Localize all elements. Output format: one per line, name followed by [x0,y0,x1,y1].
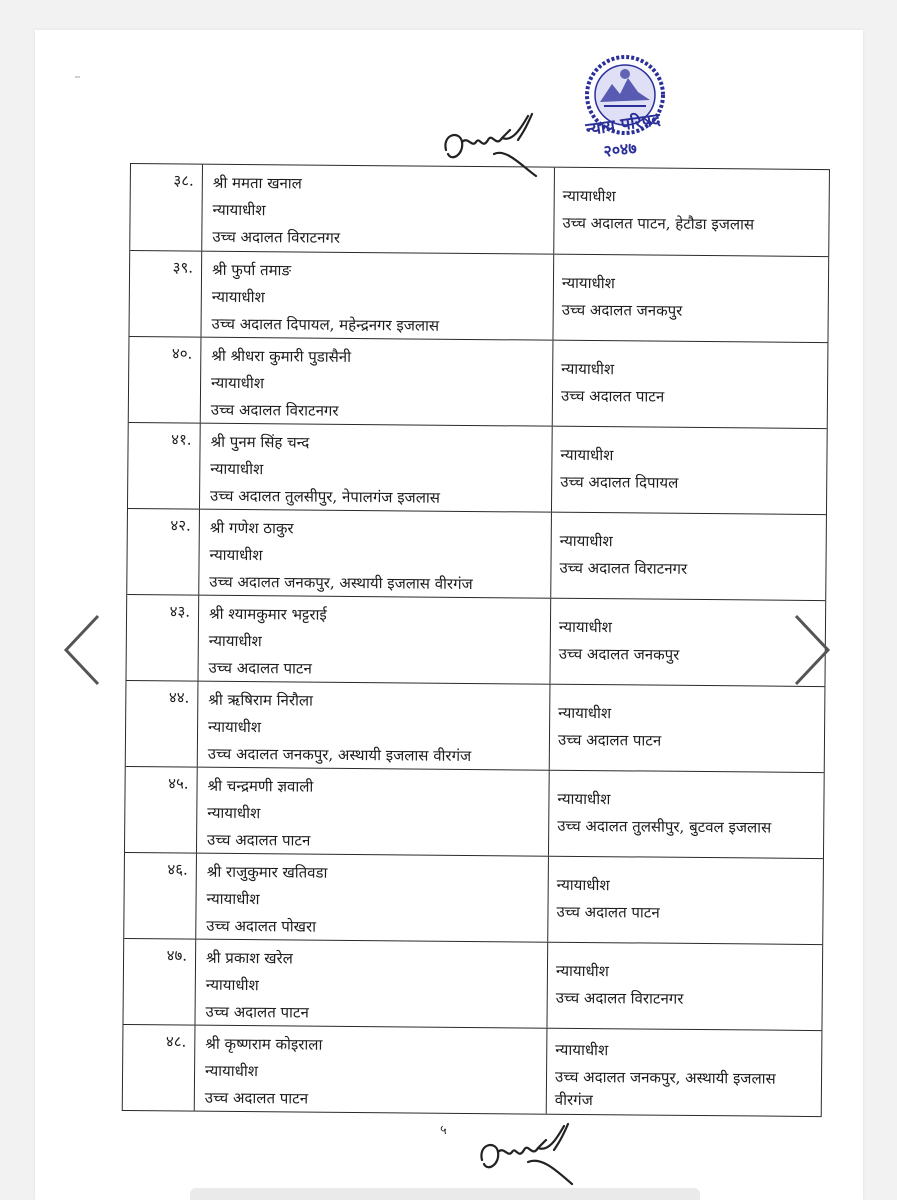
new-title: न्यायाधीश [561,273,615,293]
judge-name: श्री कृष्णराम कोइराला [205,1034,323,1054]
table-row [129,336,828,428]
judge-title: न्यायाधीश [208,631,262,651]
new-posting-cell [548,857,823,944]
new-court: उच्च अदालत पाटन, हेटौडा इजलास [562,213,755,234]
current-posting-cell [195,1026,548,1114]
judge-title: न्यायाधीश [208,717,262,737]
row-number: ४७. [123,939,196,1025]
new-posting-cell [552,427,827,514]
row-number: ३९. [129,251,202,337]
current-court: उच्च अदालत पाटन [208,658,312,678]
new-title: न्यायाधीश [555,961,609,981]
new-title: न्यायाधीश [561,359,615,379]
new-court: उच्च अदालत जनकपुर [558,644,680,664]
new-title: न्यायाधीश [559,531,613,551]
table-row [130,164,829,256]
row-number: ४३. [126,595,199,681]
current-court: उच्च अदालत पाटन [204,1088,309,1108]
new-posting-cell [547,1029,822,1116]
judge-title: न्यायाधीश [205,975,259,995]
seal-year: २०४७ [602,138,638,161]
new-court: उच्च अदालत विराटनगर [555,988,684,1008]
new-posting-cell [549,771,824,858]
judge-name: श्री राजुकुमार खतिवडा [206,862,328,882]
judge-name: श्री श्रीधरा कुमारी पुडासैनी [211,346,352,366]
new-title: न्यायाधीश [556,875,610,895]
judge-title: न्यायाधीश [209,545,263,565]
current-posting-cell [195,940,548,1028]
new-posting-cell [550,685,825,772]
viewer-bottom-bar [190,1188,700,1200]
row-number: ४६. [124,853,197,939]
table-row [127,508,826,600]
judge-name: श्री ऋषिराम निरौला [208,690,314,710]
current-posting-cell [198,682,551,770]
table-row [124,852,823,944]
judge-name: श्री पुनम सिंह चन्द [210,432,310,452]
row-number: ४०. [129,337,202,423]
new-court: उच्च अदालत जनकपुर [561,300,683,320]
current-court: उच्च अदालत दिपायल, महेन्द्रनगर इजलास [211,314,440,335]
table-row [123,1024,822,1116]
judge-title: न्यायाधीश [210,459,264,479]
judge-title: न्यायाधीश [212,200,266,220]
new-posting-cell [553,255,828,342]
judge-name: श्री ममता खनाल [212,173,302,193]
new-court: उच्च अदालत पाटन [557,730,662,750]
new-posting-cell [547,943,822,1030]
new-court: उच्च अदालत जनकपुर, अस्थायी इजलास [554,1067,776,1088]
seal-label: न्याय परिषद [584,109,662,141]
row-number: ४१. [128,423,201,509]
table-row [129,250,828,342]
current-posting-cell [200,424,553,512]
row-number: ४५. [125,767,198,853]
new-title: न्यायाधीश [558,617,612,637]
row-number: ४२. [127,509,200,595]
new-posting-cell [550,599,825,686]
new-title: न्यायाधीश [562,186,616,206]
judge-title: न्यायाधीश [207,803,261,823]
new-posting-cell [554,168,829,256]
table-row [123,938,822,1030]
current-court: उच्च अदालत जनकपुर, अस्थायी इजलास वीरगंज [207,744,472,765]
row-number: ४४. [126,681,199,767]
current-posting-cell [196,854,549,942]
new-posting-cell [551,513,826,600]
table-row [128,422,827,514]
new-court: उच्च अदालत दिपायल [560,472,679,492]
current-court: उच्च अदालत पाटन [205,1002,309,1022]
new-court: उच्च अदालत पाटन [556,902,660,922]
current-posting-cell [201,252,554,340]
transfer-table [122,163,830,1117]
new-title: न्यायाधीश [555,1040,609,1060]
judge-title: न्यायाधीश [211,373,265,393]
page-number: ५ [440,1123,447,1138]
current-posting-cell [202,165,555,254]
current-posting-cell [199,510,552,598]
chevron-right-icon[interactable] [792,612,832,688]
current-posting-cell [201,338,554,426]
judge-title: न्यायाधीश [211,287,265,307]
current-court: उच्च अदालत पाटन [207,830,311,850]
signature-bottom [468,1110,588,1190]
new-court: उच्च अदालत पाटन [560,386,665,406]
table-row [125,766,824,858]
current-posting-cell [197,768,550,856]
judge-name: श्री गणेश ठाकुर [209,518,294,538]
judge-title: न्यायाधीश [205,1061,259,1081]
judge-name: श्री प्रकाश खरेल [205,948,293,968]
row-number: ४८. [123,1025,196,1111]
current-posting-cell [198,596,551,684]
judge-title: न्यायाधीश [206,889,260,909]
current-court: उच्च अदालत जनकपुर, अस्थायी इजलास वीरगंज [209,572,473,594]
current-court: उच्च अदालत पोखरा [206,916,317,936]
new-court: उच्च अदालत विराटनगर [559,558,688,578]
judge-name: श्री श्यामकुमार भट्टराई [208,604,327,624]
chevron-left-icon[interactable] [62,612,102,688]
new-title: न्यायाधीश [557,789,611,809]
table-row [126,594,825,686]
judge-name: श्री चन्द्रमणी ज्ञवाली [207,776,314,796]
current-court: उच्च अदालत तुलसीपुर, नेपालगंज इजलास [210,486,441,507]
new-title: न्यायाधीश [558,703,612,723]
new-title: न्यायाधीश [560,445,614,465]
new-court: उच्च अदालत तुलसीपुर, बुटवल इजलास [557,816,772,837]
judge-name: श्री फुर्पा तमाङ [211,260,292,280]
current-court: उच्च अदालत विराटनगर [212,227,341,247]
scan-speck [75,76,80,78]
row-number: ३८. [130,164,203,251]
new-court-continued: वीरगंज [554,1090,593,1110]
new-posting-cell [553,341,828,428]
table-row [126,680,825,772]
current-court: उच्च अदालत विराटनगर [210,400,339,420]
